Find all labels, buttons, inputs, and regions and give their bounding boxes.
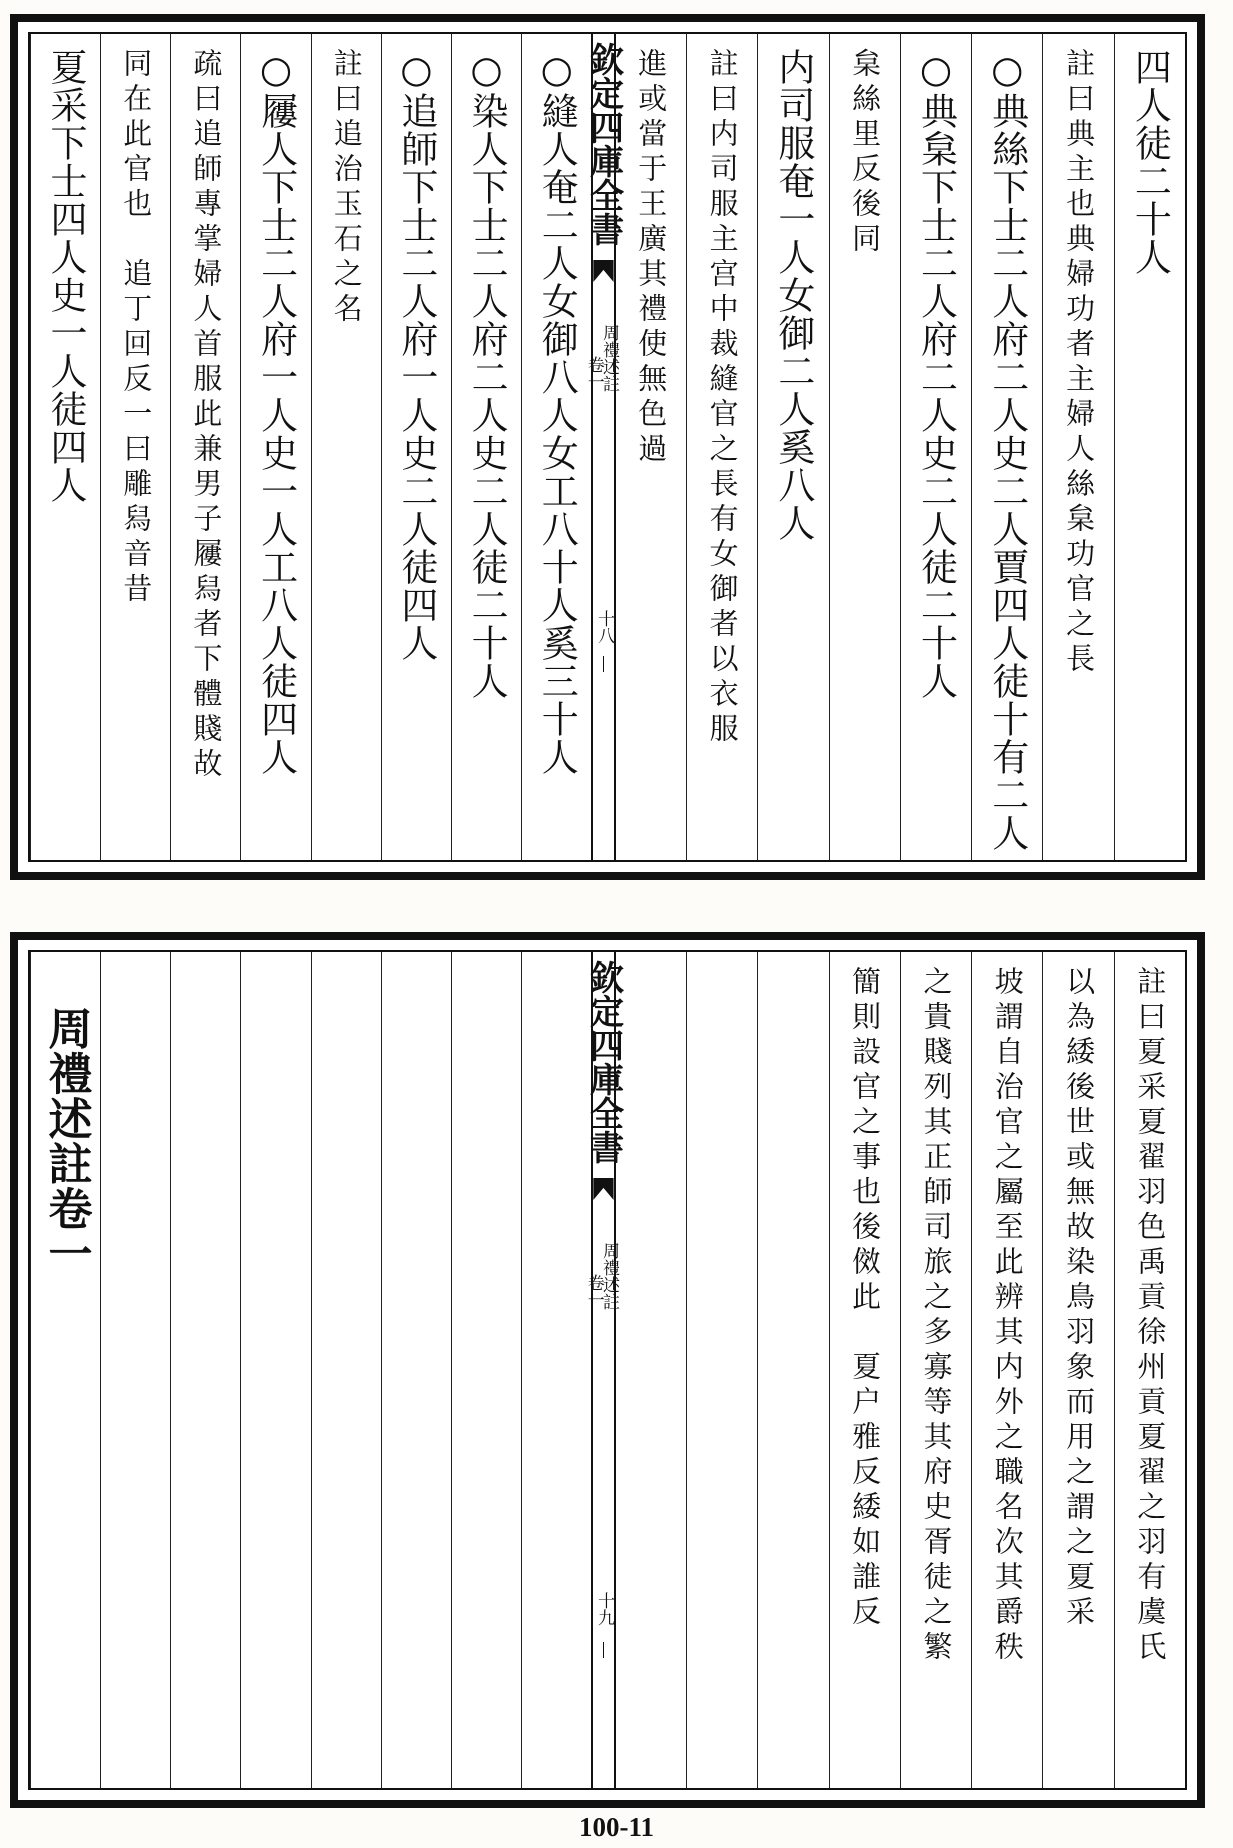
text-column <box>971 34 1042 860</box>
text-column <box>100 34 170 860</box>
juan-label: 卷一 <box>583 356 604 390</box>
empty-column <box>100 952 170 1788</box>
column-text: 簡則設官之事也後傚此 夏户雅反緌如誰反 <box>848 966 883 1631</box>
column-text: ○縫人奄二人女御八人女工八十人奚三十人 <box>535 48 579 776</box>
column-text: ○追師下士二人府一人史二人徒四人 <box>394 48 438 662</box>
column-text: 疏曰追師專掌婦人首服此兼男子屨舄者下體賤故 <box>189 48 224 783</box>
text-column <box>829 34 900 860</box>
text-column <box>1114 34 1185 860</box>
empty-column <box>616 952 686 1788</box>
text-column <box>311 34 381 860</box>
book-title: 周禮述註 <box>599 1242 620 1310</box>
text-column <box>1042 952 1113 1788</box>
column-text: 註曰追治玉石之名 <box>329 48 364 328</box>
text-column <box>30 34 100 860</box>
column-text: 之貴賤列其正師司旅之多寡等其府史胥徒之繁 <box>919 966 954 1666</box>
column-text: 夏采下士四人史一人徒四人 <box>44 48 88 504</box>
bottom-center-gutter <box>583 952 624 1788</box>
empty-column <box>451 952 521 1788</box>
column-text: 四人徒二十人 <box>1128 48 1172 276</box>
juan-label: 卷一 <box>583 1274 604 1308</box>
text-column <box>686 34 757 860</box>
bottom-page-frame <box>28 950 1187 1790</box>
text-column <box>521 34 591 860</box>
bottom-left-half <box>30 952 591 1788</box>
empty-column <box>686 952 757 1788</box>
juan-end-title: 周禮述註卷一 <box>40 1006 92 1276</box>
fish-tail-mark <box>593 260 613 282</box>
empty-column <box>240 952 310 1788</box>
library-title: 欽定四庫全書 <box>583 42 624 246</box>
column-text: ○典枲下士二人府二人史二人徒二十人 <box>914 48 958 700</box>
bottom-right-half <box>616 952 1185 1788</box>
text-column <box>1114 952 1185 1788</box>
text-column <box>1042 34 1113 860</box>
column-text: 進或當于王廣其禮使無色過 <box>634 48 669 468</box>
tick-mark <box>603 1642 604 1658</box>
text-column <box>971 952 1042 1788</box>
column-text: 註曰典主也典婦功者主婦人絲枲功官之長 <box>1062 48 1097 678</box>
empty-column <box>311 952 381 1788</box>
top-left-half <box>30 34 591 860</box>
text-column <box>451 34 521 860</box>
fish-tail-mark <box>593 1178 613 1200</box>
column-text: 内司服奄一人女御二人奚八人 <box>771 48 815 542</box>
column-text: 以為緌後世或無故染鳥羽象而用之謂之夏采 <box>1062 966 1097 1631</box>
text-column <box>757 34 828 860</box>
column-text: 同在此官也 追丁回反一曰雕舄音昔 <box>119 48 154 608</box>
text-column <box>381 34 451 860</box>
top-right-half <box>616 34 1185 860</box>
column-text: 註曰夏采夏翟羽色禹貢徐州貢夏翟之羽有虞氏 <box>1133 966 1168 1666</box>
tick-mark <box>603 656 604 672</box>
column-text: ○典絲下士二人府二人史二人賈四人徒十有二人 <box>985 48 1029 852</box>
text-column <box>829 952 900 1788</box>
text-column <box>170 34 240 860</box>
bottom-page <box>10 932 1205 1808</box>
text-column <box>240 34 310 860</box>
top-center-gutter <box>583 34 624 860</box>
column-text: 枲絲里反後同 <box>848 48 883 258</box>
column-text: ○屨人下士二人府一人史一人工八人徒四人 <box>254 48 298 776</box>
book-title: 周禮述註 <box>599 324 620 392</box>
empty-column <box>521 952 591 1788</box>
column-text: 註曰内司服主宫中裁縫官之長有女御者以衣服 <box>705 48 740 748</box>
empty-column <box>381 952 451 1788</box>
scan-page-label: 100-11 <box>578 1812 654 1842</box>
juan-end-title-column <box>30 952 100 1788</box>
column-text: 坡謂自治官之屬至此辨其内外之職名次其爵秩 <box>990 966 1025 1666</box>
text-column <box>900 34 971 860</box>
library-title: 欽定四庫全書 <box>583 960 624 1164</box>
top-page-frame <box>28 32 1187 862</box>
page-number: 十九 <box>593 1592 614 1626</box>
text-column <box>616 34 686 860</box>
column-text: ○染人下士二人府二人史二人徒二十人 <box>465 48 509 700</box>
empty-column <box>757 952 828 1788</box>
top-page <box>10 14 1205 880</box>
text-column <box>900 952 971 1788</box>
empty-column <box>170 952 240 1788</box>
page-number: 十八 <box>593 610 614 644</box>
